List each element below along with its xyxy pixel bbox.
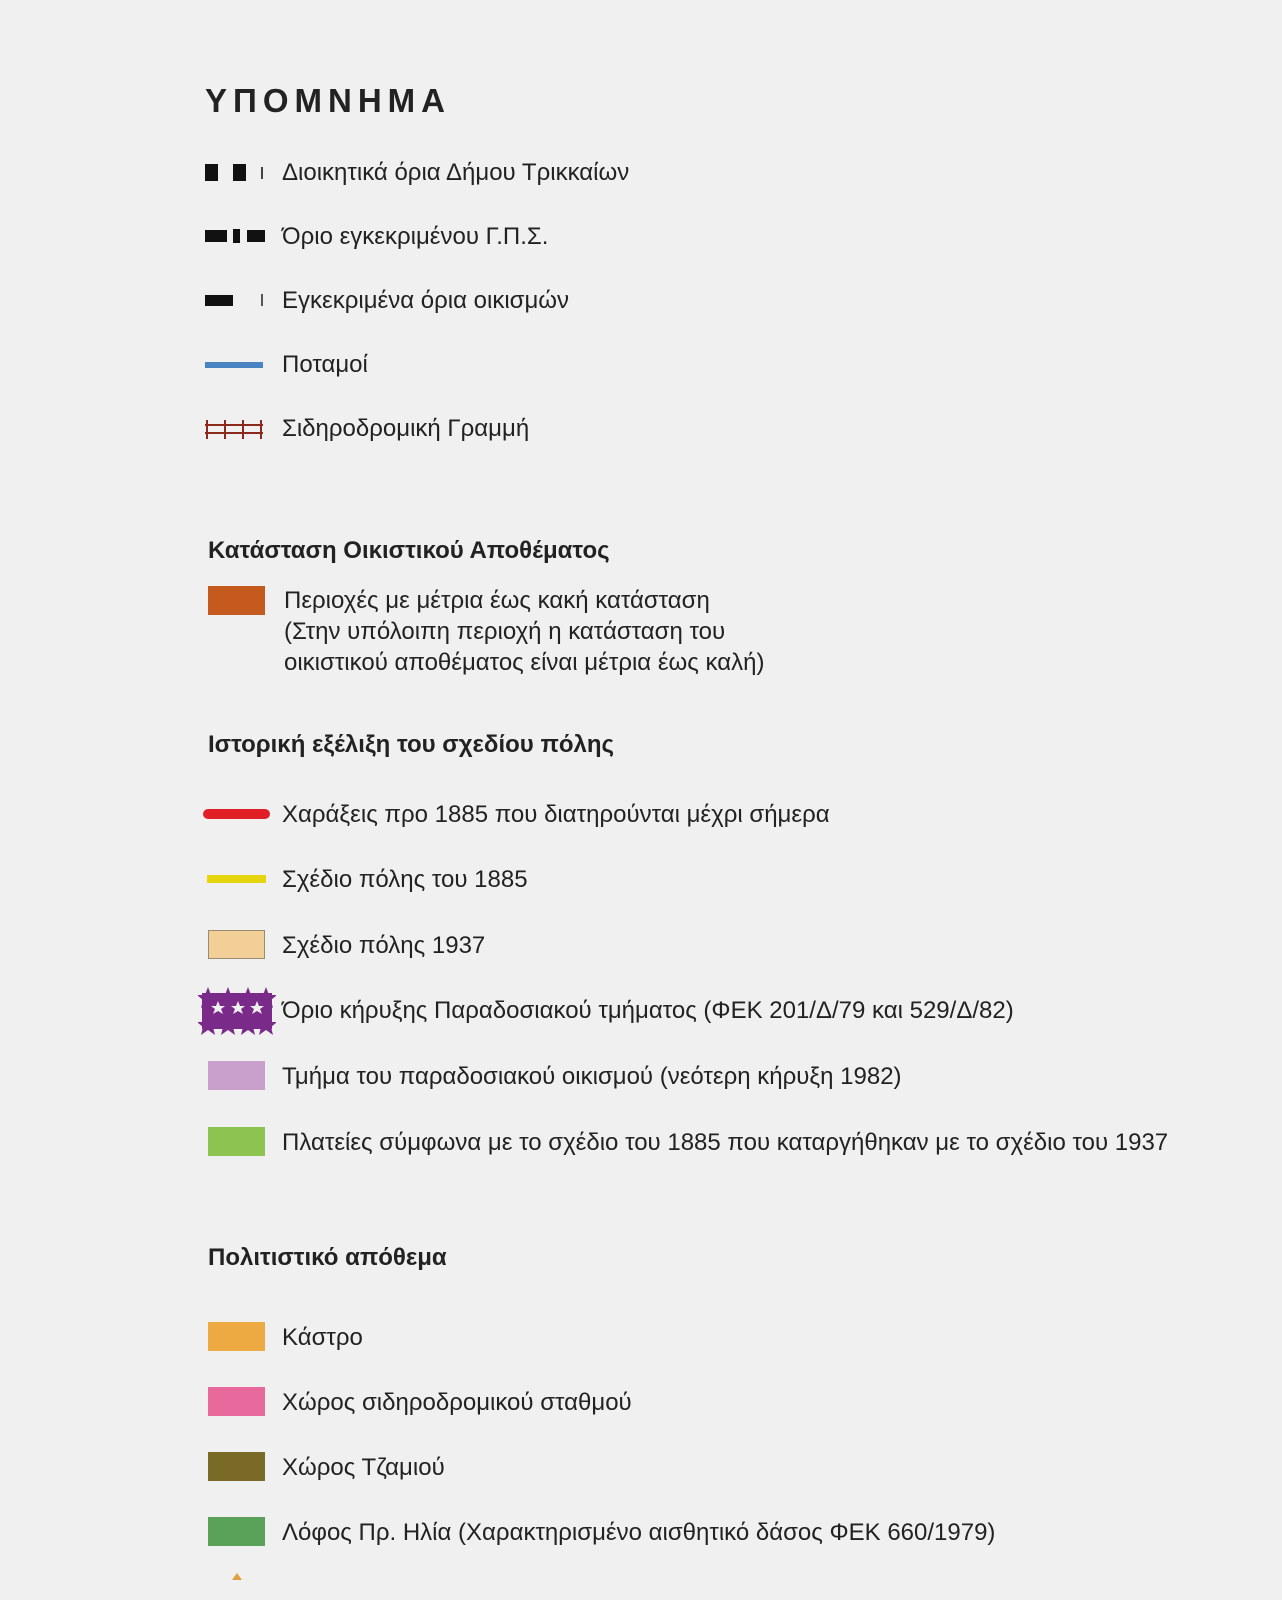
red-line-icon xyxy=(202,807,272,821)
prophet-elias-hill-swatch xyxy=(208,1517,265,1546)
section-title-cultural-stock: Πολιτιστικό απόθεμα xyxy=(208,1244,447,1271)
plan-1937-swatch xyxy=(208,930,265,959)
mosque-swatch xyxy=(208,1452,265,1481)
legend-label: Σχέδιο πόλης 1937 xyxy=(282,932,486,959)
legend-item-prophet-elias-hill xyxy=(0,1513,1282,1553)
legend-label: Χαράξεις προ 1885 που διατηρούνται μέχρι σήμερα xyxy=(282,801,830,828)
legend-item-admin-boundary xyxy=(0,153,1282,193)
railway-station-swatch xyxy=(208,1387,265,1416)
legend-label: Εγκεκριμένα όρια οικισμών xyxy=(282,287,570,314)
section-title-historic-plan: Ιστορική εξέλιξη του σχεδίου πόλης xyxy=(208,731,614,758)
legend-label: Χώρος Τζαμιού xyxy=(282,1454,445,1481)
castle-swatch xyxy=(208,1322,265,1351)
gps-boundary-dash-line-icon xyxy=(205,227,267,245)
yellow-line-icon xyxy=(207,873,269,885)
legend-label: Διοικητικά όρια Δήμου Τρικκαίων xyxy=(282,159,630,186)
legend-item-gps-boundary xyxy=(0,217,1282,257)
legend-label: Σχέδιο πόλης του 1885 xyxy=(282,866,528,893)
legend-item-abolished-squares xyxy=(0,1123,1282,1163)
legend-label: Ποταμοί xyxy=(282,351,368,378)
building-stock-line: (Στην υπόλοιπη περιοχή η κατάσταση του xyxy=(284,618,726,645)
admin-boundary-dash-dot-line-icon xyxy=(205,161,267,183)
legend-label: Λόφος Πρ. Ηλία (Χαρακτηρισμένο αισθητικό δάσος ΦΕΚ 660/1979) xyxy=(282,1519,996,1546)
legend-item-pre-1885-lines xyxy=(0,795,1282,835)
legend-label: Τμήμα του παραδοσιακού οικισμού (νεότερη κήρυξη 1982) xyxy=(282,1063,902,1090)
legend-item-traditional-boundary xyxy=(0,991,1282,1031)
legend-item-castle xyxy=(0,1318,1282,1358)
legend-label: Όριο κήρυξης Παραδοσιακού τμήματος (ΦΕΚ 201/Δ/79 και 529/Δ/82) xyxy=(282,997,1014,1024)
legend-item-plan-1937 xyxy=(0,926,1282,966)
star-boundary-icon xyxy=(198,987,276,1035)
railway-line-icon xyxy=(205,419,267,441)
abolished-squares-swatch xyxy=(208,1127,265,1156)
traditional-part-swatch xyxy=(208,1061,265,1090)
section-title-building-stock: Κατάσταση Οικιστικού Αποθέματος xyxy=(208,537,610,564)
legend-title: ΥΠΟΜΝΗΜΑ xyxy=(205,82,451,119)
legend-label: Σιδηροδρομική Γραμμή xyxy=(282,415,530,442)
legend-item-river xyxy=(0,345,1282,385)
building-stock-line: Περιοχές με μέτρια έως κακή κατάσταση xyxy=(284,587,710,614)
legend-label: Όριο εγκεκριμένου Γ.Π.Σ. xyxy=(282,223,549,250)
legend-item-railway-station xyxy=(0,1383,1282,1423)
legend-item-settlement-boundary xyxy=(0,281,1282,321)
legend-item-traditional-part xyxy=(0,1057,1282,1097)
legend-item-plan-1885 xyxy=(0,860,1282,900)
legend-item-mosque xyxy=(0,1448,1282,1488)
cut-off-marker-icon xyxy=(230,1572,244,1582)
building-stock-line: οικιστικού αποθέματος είναι μέτρια έως καλή) xyxy=(284,649,765,676)
settlement-boundary-dash-line-icon xyxy=(205,291,267,309)
legend-label: Κάστρο xyxy=(282,1324,363,1351)
legend-item-railway xyxy=(0,409,1282,449)
river-line-icon xyxy=(205,359,267,371)
legend-label: Πλατείες σύμφωνα με το σχέδιο του 1885 που καταργήθηκαν με το σχέδιο του 1937 xyxy=(282,1129,1169,1156)
building-stock-text xyxy=(284,585,764,678)
building-stock-swatch xyxy=(208,586,265,615)
legend-label: Χώρος σιδηροδρομικού σταθμού xyxy=(282,1389,632,1416)
